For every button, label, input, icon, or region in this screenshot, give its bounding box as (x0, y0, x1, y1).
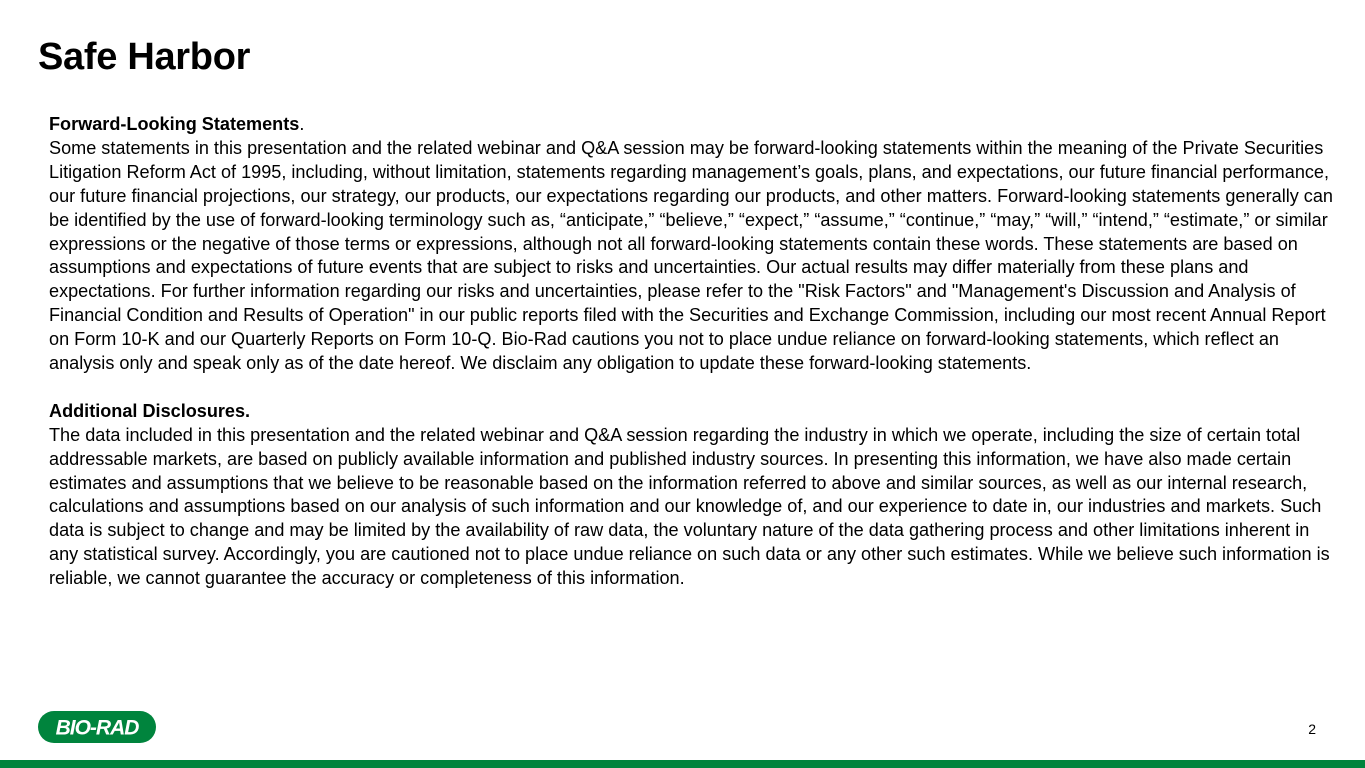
bio-rad-logo (38, 711, 156, 743)
slide-title: Safe Harbor (38, 36, 251, 78)
footer-bar (0, 760, 1365, 768)
forward-looking-section (49, 113, 1334, 376)
additional-disclosures-text: The data included in this presentation and the related webinar and Q&A session regarding the industry in which we operate, including the size of certain total addressable markets, are based on publicly available information and published industry sources. In presenting this information, we have also made certain estimates and assumptions that we believe to be reasonable based on the information referred to above and similar sources, as well as our internal research, calculations and assumptions based on our analysis of such information and our knowledge of, and our experience to date in, our industries and markets. Such data is subject to change and may be limited by the availability of raw data, the voluntary nature of the data gathering process and other limitations inherent in any statistical survey. Accordingly, you are cautioned not to place undue reliance on such data or any other such estimates. While we believe such information is reliable, we cannot guarantee the accuracy or completeness of this information. (49, 424, 1330, 589)
additional-disclosures-heading: Additional Disclosures. (49, 400, 251, 421)
forward-looking-heading-text: Forward-Looking Statements (49, 114, 300, 134)
section-spacer (49, 376, 1334, 400)
forward-looking-heading-punct: . (299, 114, 305, 134)
slide-body (49, 113, 1334, 591)
logo-text: BIO-RAD (55, 716, 139, 740)
page-number: 2 (1308, 721, 1316, 737)
forward-looking-text: Some statements in this presentation and the related webinar and Q&A session may be forward-looking statements within the meaning of the Private Securities Litigation Reform Act of 1995, including, without limitation, statements regarding management’s goals, plans, and expectations, our future financial performance, our future financial projections, our strategy, our products, our expectations regarding our products, and other matters. Forward-looking statements generally can be identified by the use of forward-looking terminology such as, “anticipate,” “believe,” “expect,” “assume,” “continue,” “may,” “will,” “intend,” “estimate,” or similar expressions or the negative of those terms or expressions, although not all forward-looking statements contain these words. These statements are based on assumptions and expectations of future events that are subject to risks and uncertainties. Our actual results may differ materially from these plans and expectations. For further information regarding our risks and uncertainties, please refer to the "Risk Factors" and "Management's Discussion and Analysis of Financial Condition and Results of Operation" in our public reports filed with the Securities and Exchange Commission, including our most recent Annual Report on Form 10-K and our Quarterly Reports on Form 10-Q. Bio-Rad cautions you not to place undue reliance on forward-looking statements, which reflect an analysis only and speak only as of the date hereof. We disclaim any obligation to update these forward-looking statements. (49, 137, 1333, 374)
additional-disclosures-section (49, 400, 1334, 591)
forward-looking-heading (49, 114, 304, 134)
